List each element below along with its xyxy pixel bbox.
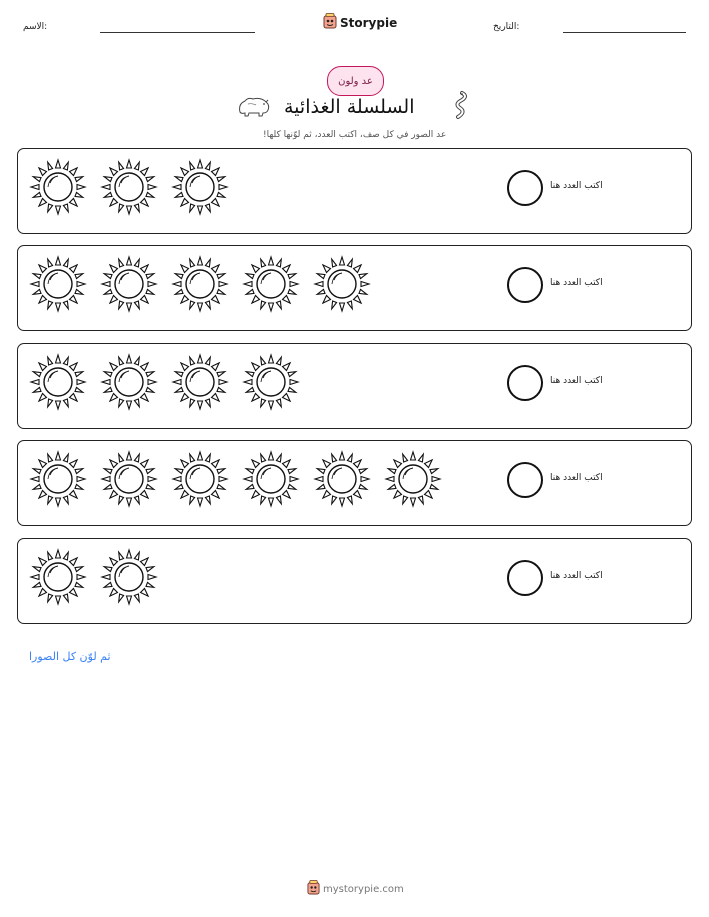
sun-icon [99,352,159,412]
sun-icon [383,449,443,509]
storypie-logo-icon [307,880,320,899]
counting-row [17,538,692,624]
sun-icon [28,449,88,509]
sun-icon [170,352,230,412]
picture-group [28,547,159,607]
sun-icon [241,449,301,509]
sun-icon [99,449,159,509]
answer-label: اكتب العدد هنا [550,571,603,581]
sun-icon [170,157,230,217]
picture-group [28,352,301,412]
footer-url[interactable]: mystorypie.com [323,884,404,895]
date-line[interactable] [563,32,686,33]
page-title: السلسلة الغذائية [284,96,415,118]
answer-label: اكتب العدد هنا [550,473,603,483]
bear-icon [236,94,272,122]
sun-icon [99,157,159,217]
counting-row [17,148,692,234]
answer-circle[interactable] [507,560,543,596]
sun-icon [28,157,88,217]
answer-circle[interactable] [507,462,543,498]
answer-circle[interactable] [507,170,543,206]
sun-icon [99,547,159,607]
sun-icon [170,449,230,509]
answer-circle[interactable] [507,267,543,303]
sun-icon [312,254,372,314]
date-label: التاريخ: [493,22,520,32]
name-line[interactable] [100,32,255,33]
sun-icon [241,352,301,412]
picture-group [28,254,372,314]
sun-icon [312,449,372,509]
sun-icon [28,254,88,314]
name-label: الاسم: [23,22,48,32]
footer-brand [307,880,404,899]
sun-icon [28,352,88,412]
answer-label: اكتب العدد هنا [550,376,603,386]
counting-row [17,245,692,331]
storypie-logo-icon [323,13,337,33]
brand-logo [323,13,397,33]
picture-group [28,157,230,217]
picture-group [28,449,443,509]
instructions: عد الصور في كل صف، اكتب العدد، ثم لوّنها كلها! [263,130,447,140]
sun-icon [170,254,230,314]
sun-icon [28,547,88,607]
brand-name: Storypie [340,16,398,30]
activity-badge: عد ولون [327,66,384,96]
sun-icon [99,254,159,314]
answer-label: اكتب العدد هنا [550,181,603,191]
counting-row [17,440,692,526]
answer-label: اكتب العدد هنا [550,278,603,288]
answer-circle[interactable] [507,365,543,401]
worm-icon [448,90,470,124]
footer-note: ثم لوّن كل الصورا [29,650,111,663]
counting-row [17,343,692,429]
sun-icon [241,254,301,314]
